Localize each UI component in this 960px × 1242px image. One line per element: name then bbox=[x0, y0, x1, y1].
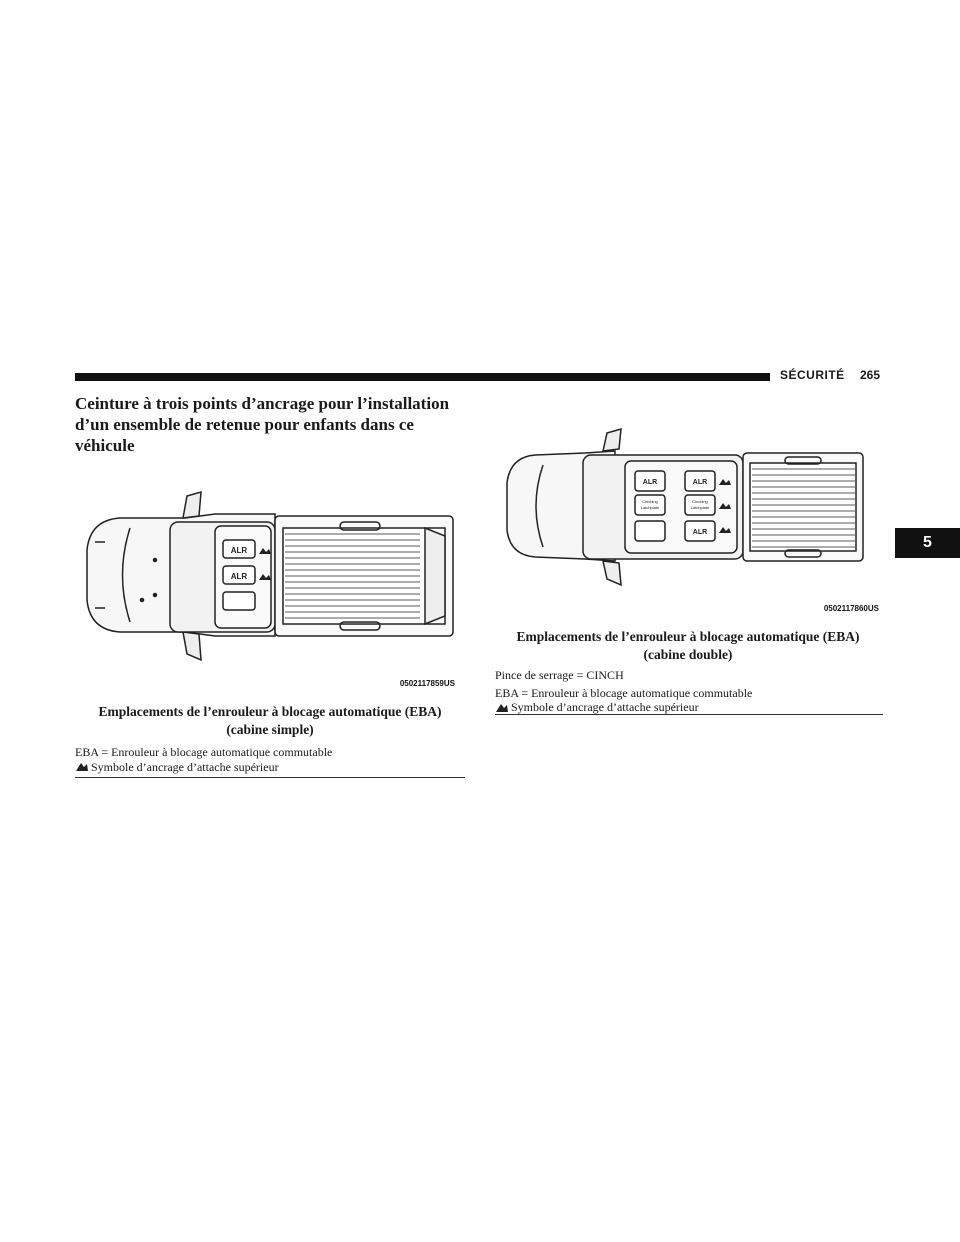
tether-anchor-icon bbox=[75, 761, 89, 772]
legend-text: Symbole d’ancrage d’attache supérieur bbox=[511, 700, 699, 714]
figure-legend bbox=[75, 745, 465, 774]
alr-label: ALR bbox=[642, 479, 658, 486]
figure-legend bbox=[495, 668, 885, 715]
legend-item: EBA = Enrouleur à blocage automatique commutable bbox=[495, 685, 753, 700]
cinch-label: Latchplate bbox=[640, 505, 660, 510]
figure-single-cab bbox=[75, 470, 465, 690]
chapter-tab: 5 bbox=[895, 528, 960, 558]
caption-line: (cabine simple) bbox=[226, 722, 314, 737]
figure-caption bbox=[493, 628, 883, 664]
alr-label: ALR bbox=[230, 546, 248, 555]
cinch-label: Cinching bbox=[642, 499, 658, 504]
alr-label: ALR bbox=[692, 529, 708, 536]
figure-code: 0502117859US bbox=[399, 679, 455, 688]
legend-item: Pince de serrage = CINCH bbox=[495, 668, 624, 682]
section-heading: Ceinture à trois points d’ancrage pour l’installation d’un ensemble de retenue pour enfants dans ce véhicule bbox=[75, 394, 450, 455]
alr-label: ALR bbox=[692, 479, 708, 486]
alr-label: ALR bbox=[230, 572, 248, 581]
caption-line: Emplacements de l’enrouleur à blocage automatique (EBA) bbox=[98, 704, 442, 719]
caption-line: (cabine double) bbox=[643, 647, 733, 662]
cinch-label: Latchplate bbox=[690, 505, 710, 510]
legend-item bbox=[495, 700, 885, 715]
figure-crew-cab bbox=[495, 425, 885, 615]
legend-item: EBA = Enrouleur à blocage automatique commutable bbox=[75, 745, 333, 759]
tether-anchor-icon bbox=[495, 702, 509, 713]
caption-line: Emplacements de l’enrouleur à blocage automatique (EBA) bbox=[516, 629, 860, 644]
legend-text: Symbole d’ancrage d’attache supérieur bbox=[91, 759, 279, 774]
divider bbox=[75, 777, 465, 778]
figure-caption bbox=[75, 703, 465, 739]
cinch-label: Cinching bbox=[692, 499, 708, 504]
header-section-title: SÉCURITÉ bbox=[780, 368, 845, 382]
page-number: 265 bbox=[860, 368, 881, 382]
divider bbox=[495, 714, 883, 715]
figure-code: 0502117860US bbox=[823, 604, 879, 613]
header-bar bbox=[75, 373, 770, 381]
legend-item bbox=[75, 760, 465, 775]
